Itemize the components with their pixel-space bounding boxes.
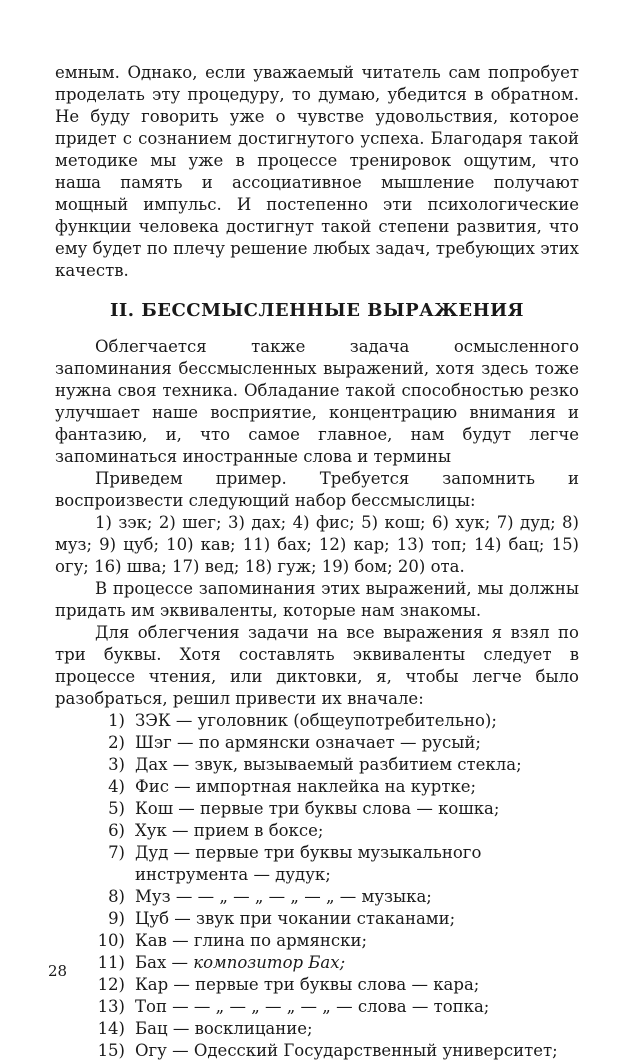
item-number: 9) [108,909,125,928]
item-text-italic: композитор Бах; [193,953,346,972]
item-number: 5) [108,799,125,818]
paragraph-3: В процессе запоминания этих выражений, мы должны придать им эквиваленты, которые нам знакомы. [55,579,579,620]
item-text: Топ — — „ — „ — „ — „ — слова — топка; [135,997,490,1016]
item-number: 14) [97,1019,125,1038]
item-number: 10) [97,931,125,950]
list-item [55,732,579,754]
item-text: Дах — звук, вызываемый разбитием стекла; [135,755,522,774]
list-item [55,1040,579,1062]
item-text: Дуд — первые три буквы музыкального инструмента — дудук; [135,843,482,884]
item-number: 6) [108,821,125,840]
equivalents-list [55,710,579,1062]
page-body [55,62,579,1062]
item-text: Муз — — „ — „ — „ — „ — музыка; [135,887,432,906]
item-text: Кош — первые три буквы слова — кошка; [135,799,500,818]
list-item [55,930,579,952]
item-text: Огу — Одесский Государственный университет; [135,1041,558,1060]
item-number: 4) [108,777,125,796]
item-number: 3) [108,755,125,774]
item-text: Бац — восклицание; [135,1019,313,1038]
list-item [55,776,579,798]
list-item [55,710,579,732]
paragraph-2: Приведем пример. Требуется запомнить и воспроизвести следующий набор бессмыслицы: [55,469,579,510]
list-item [55,1018,579,1040]
list-item [55,886,579,908]
item-text: Шэг — по армянски означает — русый; [135,733,481,752]
list-item [55,754,579,776]
list-item [55,908,579,930]
item-text: Хук — прием в боксе; [135,821,324,840]
item-number: 11) [97,953,125,972]
list-item [55,842,579,886]
item-number: 12) [97,975,125,994]
item-number: 13) [97,997,125,1016]
paragraph-1: Облегчается также задача осмысленного запоминания бессмысленных выражений, хотя здесь тоже нужна своя техника. Обладание такой способностью резко улучшает наше восприятие, концентрацию внимания и фантазию, и, что самое главное, нам будут легче запоминаться иностранные слова и термины [55,337,579,466]
item-text: ЗЭК — уголовник (общеупотребительно); [135,711,497,730]
item-number: 2) [108,733,125,752]
item-text [135,952,579,974]
paragraph-4: Для облегчения задачи на все выражения я взял по три буквы. Хотя составлять эквиваленты следует в процессе чтения, или диктовки, я, чтобы легче было разобраться, решил привести их вначале: [55,623,579,708]
item-text: Кар — первые три буквы слова — кара; [135,975,480,994]
word-set: 1) зэк; 2) шег; 3) дах; 4) фис; 5) кош; 6) хук; 7) дуд; 8) муз; 9) цуб; 10) кав; 11) бах; 12) кар; 13) топ; 14) бац; 15) огу; 16) шва; 17) вед; 18) гуж; 19) бом; 20) ота. [55,513,579,576]
item-text-plain: Бах — [135,953,194,972]
item-number: 1) [108,711,125,730]
item-text: Фис — импортная наклейка на куртке; [135,777,477,796]
section-heading: II. БЕССМЫСЛЕННЫЕ ВЫРАЖЕНИЯ [109,300,525,321]
intro-paragraph: емным. Однако, если уважаемый читатель сам попробует проделать эту процедуру, то думаю, убедится в обратном. Не буду говорить уже о чувстве удовольствия, которое придет с сознанием достигнутого успеха. Благодаря такой методике мы уже в процессе тренировок ощутим, что наша память и ассоциативное мышление получают мощный импульс. И постепенно эти психологические функции человека достигнут такой степени развития, что ему будет по плечу решение любых задач, требующих этих качеств. [55,63,579,280]
page-number: 28 [48,962,68,980]
item-number: 15) [97,1041,125,1060]
list-item [55,798,579,820]
list-item [55,952,579,974]
item-text: Цуб — звук при чокании стаканами; [135,909,456,928]
list-item [55,996,579,1018]
list-item [55,974,579,996]
list-item [55,820,579,842]
item-number: 8) [108,887,125,906]
item-number: 7) [108,843,125,862]
item-text: Кав — глина по армянски; [135,931,368,950]
